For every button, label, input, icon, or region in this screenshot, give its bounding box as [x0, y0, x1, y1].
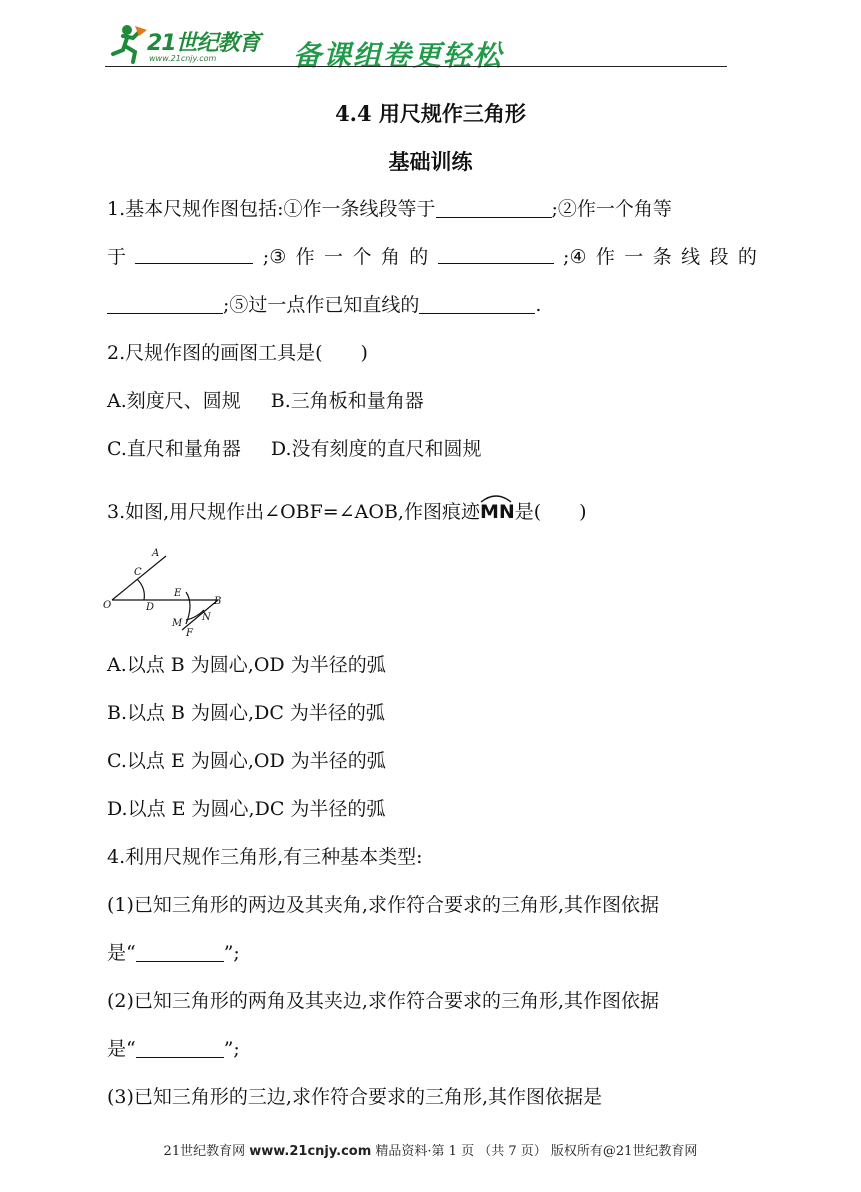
- q4-blank-2: [136, 1039, 224, 1058]
- q1-line-1: [107, 197, 757, 221]
- page-header: [105, 20, 727, 70]
- q3-option-a: A.以点 B 为圆心,OD 为半径的弧: [107, 654, 386, 676]
- label-b: B: [214, 596, 222, 607]
- page-title: 4.4 用尺规作三角形: [335, 101, 526, 126]
- q1-char: 一: [624, 246, 644, 268]
- label-m: M: [172, 618, 183, 629]
- q1-char: 作: [595, 246, 615, 268]
- footer-url[interactable]: www.21cnjy.com: [249, 1144, 372, 1159]
- q1-char: 段: [709, 246, 729, 268]
- q4-part-1-answer: [107, 941, 757, 965]
- q4-part-2: (2)已知三角形的两角及其夹边,求作符合要求的三角形,其作图依据: [107, 990, 659, 1012]
- q1-char: ;③: [262, 246, 287, 268]
- q1-blank-2: [135, 245, 253, 264]
- header-slogan: 备课组卷更轻松: [293, 39, 504, 72]
- q1-char: 个: [352, 246, 372, 268]
- q3-stem-post: 是( ): [514, 501, 587, 523]
- section-subtitle: 基础训练: [388, 149, 473, 174]
- q1-blank-4: [107, 295, 223, 314]
- footer-site: 21世纪教育网: [163, 1144, 246, 1159]
- q1-line-3: [107, 293, 757, 317]
- label-a: A: [152, 548, 160, 559]
- arc-overline-icon: [479, 493, 513, 503]
- geometry-figure: [100, 544, 240, 636]
- logo-text: 21世纪教育: [147, 31, 260, 56]
- logo-url: www.21cnjy.com: [149, 54, 217, 63]
- q4-part-2-quote-close: ”;: [223, 1038, 240, 1060]
- q3-option-c: C.以点 E 为圆心,OD 为半径的弧: [107, 750, 386, 772]
- q1-char: 作: [295, 246, 315, 268]
- label-d: D: [146, 602, 155, 613]
- q1-char: 的: [409, 246, 429, 268]
- q1-line-2: [107, 245, 757, 269]
- label-o: O: [103, 600, 112, 611]
- q1-text-b: ;②作一个角等: [551, 198, 672, 220]
- q1-text-d: ;⑤过一点作已知直线的: [223, 294, 420, 316]
- q1-char: ;④: [563, 246, 587, 268]
- footer-text: 精品资料·第 1 页 （共 7 页） 版权所有@21世纪教育网: [375, 1144, 698, 1159]
- q1-char: 线: [681, 246, 701, 268]
- label-e: E: [174, 588, 182, 599]
- q2-options-row-1: [107, 389, 757, 413]
- q3-option-d: D.以点 E 为圆心,DC 为半径的弧: [107, 798, 386, 820]
- q1-blank-5: [419, 295, 535, 314]
- ray-bf: [182, 600, 218, 630]
- arc-cd: [137, 579, 144, 600]
- q2-option-c: C.直尺和量角器: [107, 438, 241, 460]
- q2-options-row-2: [107, 437, 757, 461]
- q4-stem: 4.利用尺规作三角形,有三种基本类型:: [107, 846, 423, 868]
- label-n: N: [202, 612, 211, 623]
- q1-char: 于: [107, 246, 127, 268]
- label-f: F: [186, 628, 193, 636]
- label-c: C: [134, 567, 142, 578]
- runner-logo-icon: [105, 24, 149, 64]
- q1-char: 条: [652, 246, 672, 268]
- q2-option-a: A.刻度尺、圆规: [107, 390, 241, 412]
- q1-char: 的: [737, 246, 757, 268]
- header-rule: [105, 66, 727, 67]
- arc-mn-notation: [480, 500, 515, 524]
- q4-part-2-quote-open: 是“: [107, 1038, 136, 1060]
- q4-part-1-quote-close: ”;: [223, 942, 240, 964]
- q3-stem-pre: 3.如图,用尺规作出∠OBF=∠AOB,作图痕迹: [107, 501, 480, 523]
- q1-blank-1: [436, 199, 552, 218]
- q4-part-2-answer: [107, 1037, 757, 1061]
- ray-oa: [112, 556, 166, 600]
- page-footer: [0, 1140, 861, 1159]
- q2-stem: 2.尺规作图的画图工具是( ): [107, 342, 368, 364]
- q4-part-1-quote-open: 是“: [107, 942, 136, 964]
- q3-option-b: B.以点 B 为圆心,DC 为半径的弧: [107, 702, 385, 724]
- q4-part-1: (1)已知三角形的两边及其夹角,求作符合要求的三角形,其作图依据: [107, 894, 659, 916]
- q2-option-d: D.没有刻度的直尺和圆规: [270, 438, 482, 460]
- arc-mn-label: MN: [479, 501, 515, 523]
- q4-blank-1: [136, 943, 224, 962]
- q1-char: 角: [380, 246, 400, 268]
- q1-text-a: 1.基本尺规作图包括:①作一条线段等于: [107, 198, 436, 220]
- site-logo: [105, 24, 275, 68]
- q1-blank-3: [438, 245, 554, 264]
- q2-option-b: B.三角板和量角器: [270, 390, 424, 412]
- q4-part-3: (3)已知三角形的三边,求作符合要求的三角形,其作图依据是: [107, 1086, 602, 1108]
- q1-char: 一: [324, 246, 344, 268]
- q3-stem: [107, 500, 757, 524]
- q1-text-e: .: [535, 294, 542, 316]
